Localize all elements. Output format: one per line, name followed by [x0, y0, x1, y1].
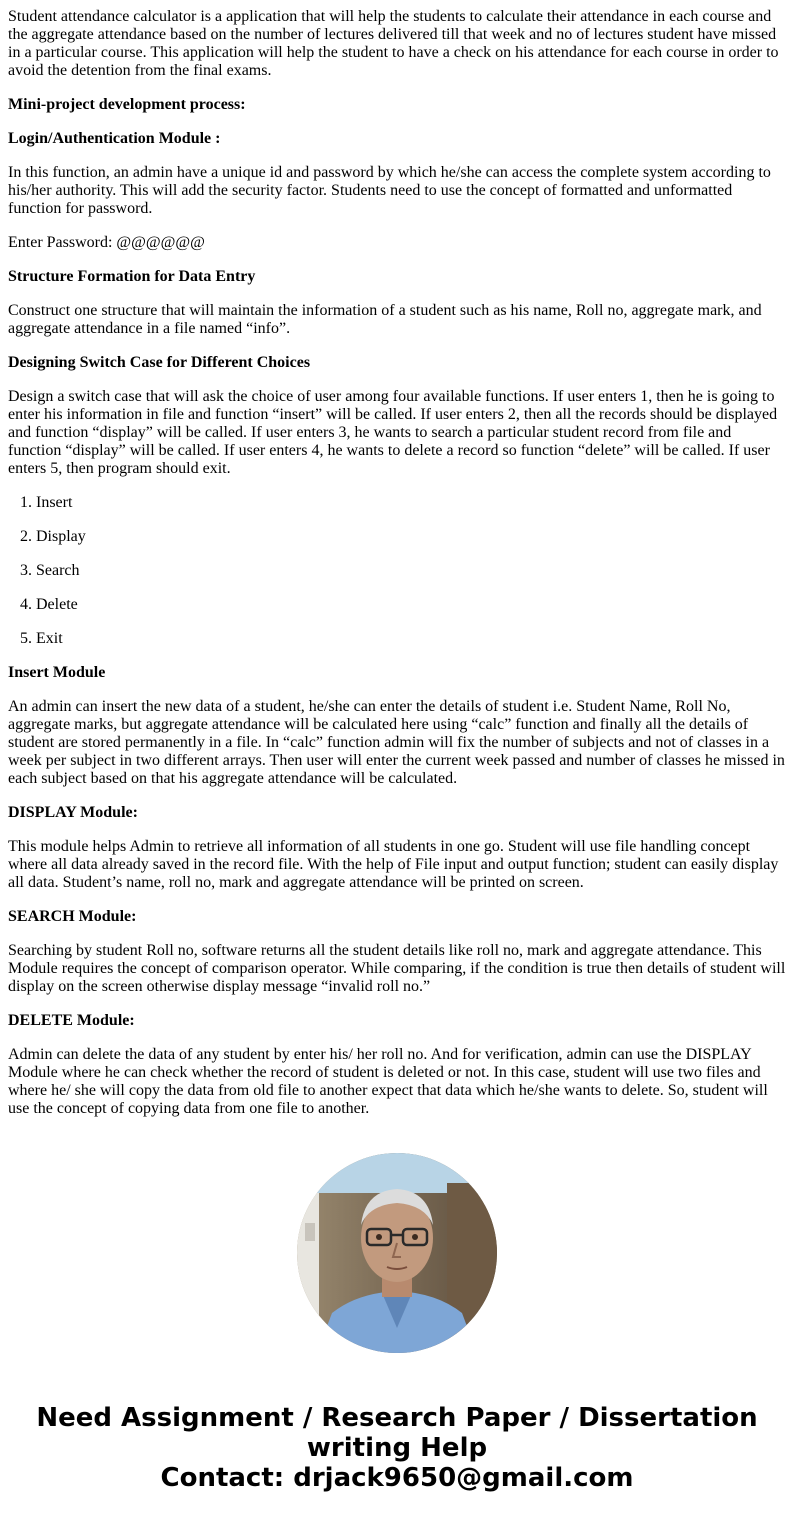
choice-item-delete: 4. Delete — [36, 596, 786, 614]
structure-paragraph: Construct one structure that will maintain the information of a student such as his name, Roll no, aggregate mark, and aggregate attendance in a file named “info”. — [8, 302, 762, 337]
login-paragraph: In this function, an admin have a unique id and password by which he/she can access the complete system according to his/her authority. This will add the security factor. Students need to use the concept of formatted and unformatted function for password. — [8, 164, 771, 217]
contact-footer — [0, 1403, 794, 1493]
author-photo — [297, 1153, 497, 1353]
intro-paragraph: Student attendance calculator is a application that will help the students to calculate their attendance in each course and the aggregate attendance based on the number of lectures delivered till that week and no of lectures student have missed in a particular course. This application will help the student to have a check on his attendance for each course in order to avoid the detention from the final exams. — [8, 8, 779, 79]
footer-line-1: Need Assignment / Research Paper / Dissertation — [36, 1403, 758, 1433]
footer-contact-line: Contact: drjack9650@gmail.com — [160, 1463, 634, 1493]
footer-line-2: writing Help — [306, 1433, 488, 1463]
switch-case-heading: Designing Switch Case for Different Choices — [8, 354, 311, 371]
switch-case-paragraph: Design a switch case that will ask the choice of user among four available functions. If user enters 1, then he is going to enter his information in file and function “insert” will be called. If user enters 2, then all the records should be displayed and function “display” will be called. If user enters 3, he wants to search a particular student record from file and function “display” will be called. If user enters 4, he wants to delete a record so function “delete” will be called. If user enters 5, then program should exit. — [8, 388, 778, 477]
display-paragraph: This module helps Admin to retrieve all information of all students in one go. Student will use file handling concept where all data already saved in the record file. With the help of File input and output function; student can easily display all data. Student’s name, roll no, mark and aggregate attendance will be printed on screen. — [8, 838, 779, 891]
search-heading: SEARCH Module: — [8, 908, 137, 925]
choice-item-insert: 1. Insert — [36, 494, 786, 512]
choice-item-exit: 5. Exit — [36, 630, 786, 648]
delete-heading: DELETE Module: — [8, 1012, 135, 1029]
display-heading: DISPLAY Module: — [8, 804, 138, 821]
choices-list — [8, 494, 786, 648]
delete-paragraph: Admin can delete the data of any student by enter his/ her roll no. And for verification, admin can use the DISPLAY Module where he can check whether the record of student is deleted or not. In this case, student will use two files and where he/ she will copy the data from old file to another expect that data which he/she wants to delete. So, student will use the concept of copying data from one file to another. — [8, 1046, 768, 1117]
choice-item-display: 2. Display — [36, 528, 786, 546]
choice-item-search: 3. Search — [36, 562, 786, 580]
mini-project-heading: Mini-project development process: — [8, 96, 246, 113]
insert-paragraph: An admin can insert the new data of a student, he/she can enter the details of student i.e. Student Name, Roll No, aggregate marks, but aggregate attendance will be calculated here using “calc” function and finally all the details of student are stored permanently in a file. In “calc” function admin will fix the number of subjects and not of classes in a week per subject in two different arrays. Then user will enter the current week passed and number of classes he missed in each subject based on that his aggregate attendance will be calculated. — [8, 698, 785, 787]
structure-heading: Structure Formation for Data Entry — [8, 268, 256, 285]
search-paragraph: Searching by student Roll no, software returns all the student details like roll no, mark and aggregate attendance. This Module requires the concept of comparison operator. While comparing, if the condition is true then details of student will display on the screen otherwise display message “invalid roll no.” — [8, 942, 786, 995]
insert-heading: Insert Module — [8, 664, 106, 681]
password-line: Enter Password: @@@@@@ — [8, 234, 205, 251]
login-heading: Login/Authentication Module : — [8, 130, 221, 147]
person-portrait-icon — [297, 1153, 497, 1353]
